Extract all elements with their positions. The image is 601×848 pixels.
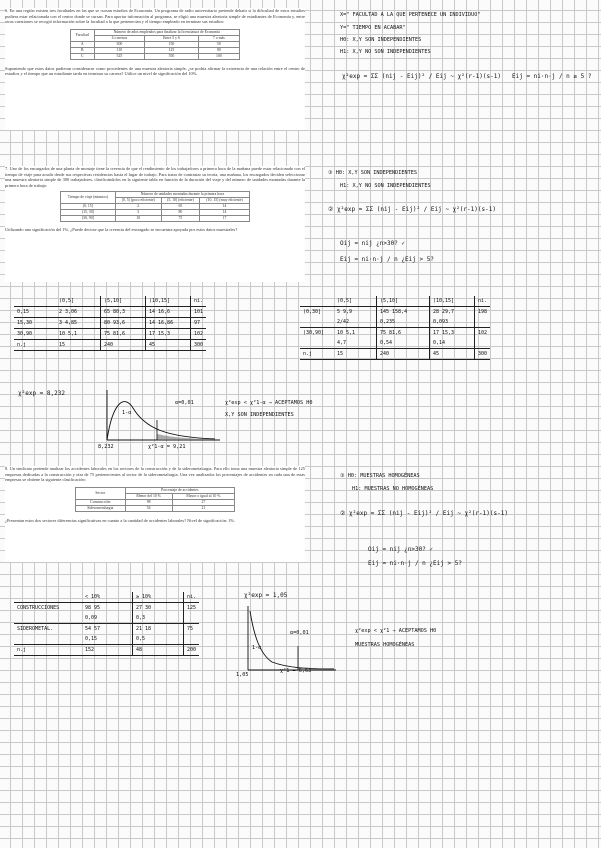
- cell: [184, 634, 200, 645]
- cell: 110: [94, 47, 145, 53]
- cell: [14, 296, 56, 307]
- cell: 14 16,86: [146, 318, 191, 329]
- cell: n.j: [14, 340, 56, 351]
- problem-6-question: Suponiendo que estos datos pudieran considerarse como procedentes de una muestra aleatoria simple, ¿se podría afirmar la existencia de una relación entre el centro de estudios y el tiempo que un estudiante tarda en terminar su carrera? Utilice un nivel de significación del 10%.: [5, 65, 305, 77]
- cell: 102: [191, 329, 207, 340]
- cell: 100: [198, 53, 239, 59]
- col-header: (10, 15] (muy eficiente): [200, 198, 250, 204]
- problem-6-statement: 6. En una región existen tres facultades en las que se cursan estudios de Economía. Un programa de radio universitario pretende debatir si la dificultad de estos estudios pudiera estar relacionada con el centro donde se cursan. Para aportar información al programa, se eligió una muestra aleatoria simple de estudiantes de Economía y, entre otras cuestiones se recogió información sobre la facultad a la que pertenecían y el tiempo empleado en terminar sus estudios:: [5, 8, 305, 25]
- cell: 45: [430, 349, 475, 360]
- p6-note-y: Y=" TIEMPO EN ACABAR": [340, 25, 406, 31]
- row-label: C: [71, 53, 95, 59]
- p7-conclusion-1: χ²exp < χ²1-α → ACEPTAMOS H0: [225, 400, 313, 406]
- table-row: [61, 216, 250, 222]
- p8-note-formula: ② χ²exp = ΣΣ (nij - Eij)² / Eij ~ χ²(r-1)(s-1): [340, 510, 508, 517]
- table-row: [14, 340, 206, 351]
- cell: 21 18: [133, 624, 184, 635]
- table-row: [300, 307, 490, 318]
- p8-conclusion-2: MUESTRAS HOMOGÉNEAS: [355, 642, 415, 648]
- cell: 54 57: [82, 624, 133, 635]
- cell: 150: [145, 41, 198, 47]
- cell: 65: [161, 204, 199, 210]
- cell: CONSTRUCCIONES: [17, 605, 60, 611]
- cell: 75 81,6: [377, 328, 430, 339]
- table-row: [76, 505, 235, 511]
- cell: [475, 317, 491, 328]
- cell: 101: [191, 307, 207, 318]
- table-row: [14, 318, 206, 329]
- cell: 4,7: [334, 338, 377, 349]
- cell: 17: [200, 216, 250, 222]
- cell: (10,15]: [430, 296, 475, 307]
- problem-6-printed: [5, 8, 305, 130]
- problem-8-table: [75, 487, 235, 512]
- cell: 102: [478, 330, 488, 336]
- table-row: [14, 624, 199, 635]
- p7-note-eij: Eij = ni·n·j / n ¿Eij > 5?: [340, 256, 434, 263]
- cell: 0,54: [377, 338, 430, 349]
- cell: (30,90]: [303, 330, 325, 336]
- cell: 240: [101, 340, 146, 351]
- cell: 28 29,7: [430, 307, 475, 318]
- cell: 14 16,6: [146, 307, 191, 318]
- cell: 3 4,85: [56, 318, 101, 329]
- p7-chi-square-curve: [95, 390, 225, 450]
- p7-note-h0: ③ H0: X,Y SON INDEPENDIENTES: [328, 170, 417, 176]
- problem-8-printed: [5, 466, 305, 562]
- cell: 27: [172, 499, 234, 505]
- cell: [300, 338, 334, 349]
- problem-8-question: ¿Presentan estos dos sectores diferencias significativas en cuanto a la cantidad de accidentes laborales? Nivel de significación: 1%.: [5, 517, 236, 523]
- cell: [475, 338, 491, 349]
- row-label: (15, 30]: [61, 210, 116, 216]
- p6-note-h1: H1: X,Y NO SON INDEPENDIENTES: [340, 49, 431, 55]
- cell: 0,15: [82, 634, 133, 645]
- cell: ni.: [184, 592, 200, 603]
- p7-work-right-table: [300, 296, 490, 360]
- cell: (0,5]: [56, 296, 101, 307]
- p6-note-h0: H0: X,Y SON INDEPENDIENTES: [340, 37, 422, 43]
- cell: ni.: [475, 296, 491, 307]
- p6-note-eij: Eij = ni·n·j / n ≥ 5 ?: [512, 73, 592, 80]
- table-row-header: Tiempo de viaje (minutos): [61, 192, 116, 204]
- cell: SIDEROMETAL.: [17, 626, 54, 632]
- cell: 2: [115, 204, 161, 210]
- cell: (5,10]: [377, 296, 430, 307]
- p8-one-minus-alpha: 1-α: [252, 645, 262, 651]
- cell: 198: [478, 309, 488, 315]
- cell: [300, 296, 334, 307]
- cell: 145 158,4: [377, 307, 430, 318]
- cell: (5,10]: [101, 296, 146, 307]
- cell: 75 81,6: [101, 329, 146, 340]
- cell: 48: [133, 645, 184, 656]
- p8-chi-exp: χ²exp = 1,05: [244, 592, 288, 599]
- p7-x-right: χ²1-α = 9,21: [148, 444, 186, 450]
- cell: 300: [94, 41, 145, 47]
- p7-x-left: 8,232: [98, 444, 114, 450]
- p7-density-curve: [107, 402, 215, 440]
- col-header: (5, 10] (eficiente): [161, 198, 199, 204]
- table-row: [14, 296, 206, 307]
- p6-note-formula: χ²exp = ΣΣ (nij - Eij)² / Eij ~ χ²(r-1)(s-1): [342, 73, 501, 80]
- cell: 240: [377, 349, 430, 360]
- row-label: (0, 15]: [61, 204, 116, 210]
- cell: 30,90: [14, 329, 56, 340]
- cell: 98: [125, 499, 172, 505]
- problem-6-table: [70, 29, 240, 60]
- cell: 550: [145, 53, 198, 59]
- cell: 2 3,06: [56, 307, 101, 318]
- cell: 10 5,1: [56, 329, 101, 340]
- problem-7-statement: 7. Uno de los encargados de una planta de montaje tiene la creencia de que el rendimiento de los trabajadores a primera hora de la mañana puede estar relacionado con el tiempo de viaje para acudir desde sus respectivas residencias hasta el lugar de trabajo. Para tratar de contrastar su teoría, una mañana, los encargados deciden seleccionar una muestra aleatoria simple de 300 trabajadores, clasificándolos en la siguiente tabla en función de la duración del viaje y del número de unidades montadas durante la primera hora de trabajo:: [5, 166, 305, 188]
- cell: 0,14: [430, 338, 475, 349]
- cell: 0,093: [430, 317, 475, 328]
- table-row: [300, 349, 490, 360]
- p7-note-h1: H1: X,Y NO SON INDEPENDIENTES: [340, 183, 431, 189]
- col-header: Entre 5 y 6: [145, 35, 198, 41]
- cell: 80: [161, 210, 199, 216]
- cell: [14, 634, 82, 645]
- row-label: Siderometalurgia: [76, 505, 126, 511]
- table-row: [14, 592, 199, 603]
- cell: 5 9,9: [334, 307, 377, 318]
- cell: 65 80,3: [101, 307, 146, 318]
- cell: 27 30: [133, 603, 184, 614]
- col-header: (0, 5] (poco eficiente): [115, 198, 161, 204]
- cell: [14, 592, 82, 603]
- table-row-header: Sector: [76, 487, 126, 499]
- cell: 50: [198, 41, 239, 47]
- cell: 125: [187, 605, 197, 611]
- cell: 10 5,1: [334, 328, 377, 339]
- col-header: 7 o más: [198, 35, 239, 41]
- cell: 75: [161, 216, 199, 222]
- cell: 125: [145, 47, 198, 53]
- cell: 21: [172, 505, 234, 511]
- problem-7-printed: [5, 166, 305, 282]
- problem-7-question: Utilizando una significación del 1%, ¿Puede decirse que la creencia del encargado se encuentra apoyada por estos datos muestrales?: [5, 227, 238, 233]
- cell: 0,235: [377, 317, 430, 328]
- table-header: Número de años empleados para finalizar la licenciatura de Economía: [94, 29, 239, 35]
- cell: 0,5: [133, 634, 184, 645]
- p7-chi-exp: χ²exp = 8,232: [18, 390, 65, 397]
- table-row: [300, 328, 490, 339]
- table-row: [300, 296, 490, 307]
- cell: 152: [82, 645, 133, 656]
- table-row: [71, 53, 240, 59]
- cell: 17 15,3: [430, 328, 475, 339]
- p8-note-oij: Oij = nij ¿n>30? ✓: [368, 546, 434, 553]
- p7-note-oij: Oij = nij ¿n>30? ✓: [340, 240, 406, 247]
- cell: 2/42: [334, 317, 377, 328]
- cell: (10,15]: [146, 296, 191, 307]
- cell: 300: [191, 340, 207, 351]
- cell: 3: [115, 210, 161, 216]
- row-label: Construcción: [76, 499, 126, 505]
- table-row: [14, 645, 199, 656]
- cell: 80: [198, 47, 239, 53]
- cell: 45: [146, 340, 191, 351]
- cell: 97: [191, 318, 207, 329]
- cell: 0,09: [82, 613, 133, 624]
- col-header: 4 o menos: [94, 35, 145, 41]
- cell: 0,3: [133, 613, 184, 624]
- p7-conclusion-2: X,Y SON INDEPENDIENTES: [225, 412, 294, 418]
- table-header: Número de unidades montadas durante la primera hora: [115, 192, 249, 198]
- cell: 15: [334, 349, 377, 360]
- p7-one-minus-alpha: 1-α: [122, 410, 132, 416]
- p6-note-x: X=" FACULTAD A LA QUE PERTENECE UN INDIVIDUO": [340, 12, 481, 18]
- cell: < 10%: [82, 592, 133, 603]
- p8-note-h1: H1: MUESTRAS NO HOMOGÉNEAS: [352, 486, 434, 492]
- cell: 300: [475, 349, 491, 360]
- cell: 0,15: [14, 307, 56, 318]
- problem-7-table: [60, 191, 250, 222]
- row-label: (30, 90]: [61, 216, 116, 222]
- cell: 98 95: [82, 603, 133, 614]
- table-row: [14, 613, 199, 624]
- cell: (0,5]: [334, 296, 377, 307]
- cell: 10: [115, 216, 161, 222]
- p7-note-formula: ② χ²exp = ΣΣ (nij - Eij)² / Eij ~ χ²(r-1)(s-1): [328, 206, 496, 213]
- row-label: A: [71, 41, 95, 47]
- cell: 17 15,3: [146, 329, 191, 340]
- p8-note-eij: Eij = ni·n·j / n ¿Eij > 5?: [368, 560, 462, 567]
- table-row: [14, 307, 206, 318]
- cell: 14: [200, 204, 250, 210]
- p8-conclusion-1: χ²exp < χ²1 → ACEPTAMOS H0: [355, 628, 437, 634]
- p8-x-left: 1,05: [236, 672, 249, 678]
- table-row-header: Facultad: [71, 29, 95, 41]
- table-row: [300, 317, 490, 328]
- p7-work-left-table: [14, 296, 206, 351]
- cell: 54: [125, 505, 172, 511]
- p8-note-h0: ③ H0: MUESTRAS HOMOGÉNEAS: [340, 473, 420, 479]
- table-row: [14, 329, 206, 340]
- cell: 14: [200, 210, 250, 216]
- cell: n.j: [300, 349, 334, 360]
- cell: 200: [184, 645, 200, 656]
- cell: ni.: [191, 296, 207, 307]
- p8-work-table: [14, 592, 199, 656]
- cell: [184, 613, 200, 624]
- table-row: [300, 338, 490, 349]
- cell: 15: [56, 340, 101, 351]
- cell: 80 93,6: [101, 318, 146, 329]
- p8-x-right: χ²1 = 6,63: [280, 668, 312, 674]
- cell: (0,30]: [303, 309, 322, 315]
- cell: [14, 613, 82, 624]
- table-row: [14, 603, 199, 614]
- cell: 15,30: [14, 318, 56, 329]
- cell: ≥ 10%: [133, 592, 184, 603]
- table-header: Porcentaje de accidentes: [125, 487, 234, 493]
- col-header: Menor del 10 %: [125, 493, 172, 499]
- p7-alpha: α=0,01: [175, 400, 194, 406]
- col-header: Mayor o igual al 10 %: [172, 493, 234, 499]
- table-row: [14, 634, 199, 645]
- p8-alpha: α=0,01: [290, 630, 309, 636]
- cell: 75: [187, 626, 194, 632]
- problem-8-statement: 8. Un sindicato pretende analizar los accidentes laborales en los sectores de la construcción y de la siderometalurgia. Para ello toma una muestra aleatoria simple de 125 empresas dedicadas a la construcción y otra de 75 pertenecientes al sector de la siderometalurgia. Una vez analizados los porcentajes de accidentes en cada una de estas empresas se obtiene la siguiente clasificación:: [5, 466, 305, 483]
- cell: n.j: [14, 645, 82, 656]
- p8-density-curve: [250, 611, 334, 669]
- cell: [300, 317, 334, 328]
- row-label: B: [71, 47, 95, 53]
- cell: 525: [94, 53, 145, 59]
